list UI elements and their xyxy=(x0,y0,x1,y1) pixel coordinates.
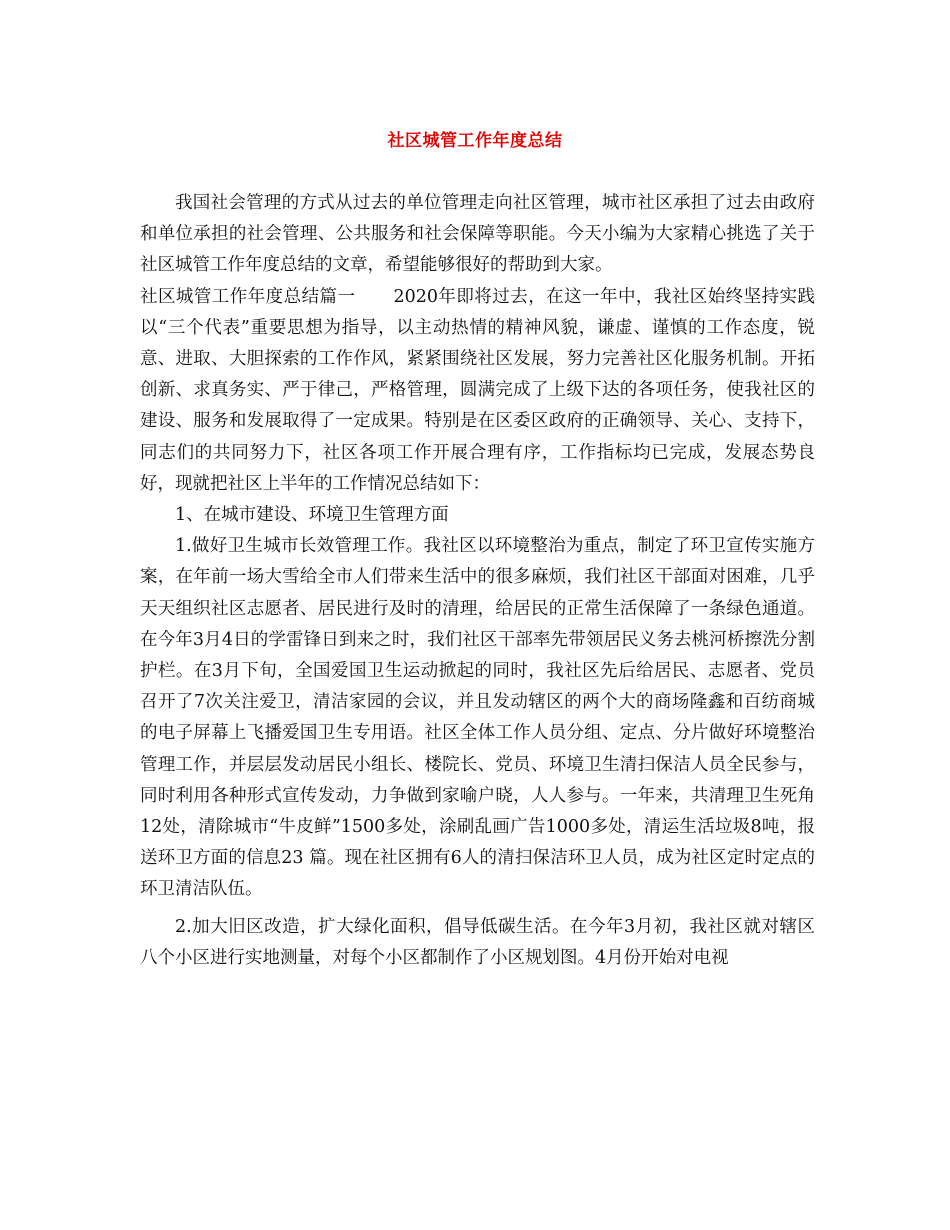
item-1-paragraph: 1.做好卫生城市长效管理工作。我社区以环境整治为重点，制定了环卫宣传实施方案，在年前一场大雪给全市人们带来生活中的很多麻烦，我们社区干部面对困难，几乎天天组织社区志愿者、居民进行及时的清理，给居民的正常生活保障了一条绿色通道。在今年3月4日的学雷锋日到来之时，我们社区干部率先带领居民义务去桃河桥擦洗分割护栏。在3月下旬，全国爱国卫生运动掀起的同时，我社区先后给居民、志愿者、党员召开了7次关注爱卫，清洁家园的会议，并且发动辖区的两个大的商场隆鑫和百纺商城的电子屏幕上飞播爱国卫生专用语。社区全体工作人员分组、定点、分片做好环境整治管理工作，并层层发动居民小组长、楼院长、党员、环境卫生清扫保洁人员全民参与，同时利用各种形式宣传发动，力争做到家喻户晓，人人参与。一年来，共清理卫生死角12处，清除城市“牛皮鲜”1500多处，涂刷乱画广告1000多处，清运生活垃圾8吨，报送环卫方面的信息23 篇。现在社区拥有6人的清扫保洁环卫人员，成为社区定时定点的环卫清洁队伍。 xyxy=(140,536,815,900)
document-title: 社区城管工作年度总结 xyxy=(387,131,563,151)
subheading-paragraph: 1、在城市建设、环境卫生管理方面 xyxy=(175,505,449,526)
item-2-paragraph: 2.加大旧区改造，扩大绿化面积，倡导低碳生活。在今年3月初，我社区就对辖区八个小区进行实地测量，对每个小区都制作了小区规划图。4月份开始对电视 xyxy=(140,916,815,968)
intro-paragraph: 我国社会管理的方式从过去的单位管理走向社区管理，城市社区承担了过去由政府和单位承担的社会管理、公共服务和社会保障等职能。今天小编为大家精心挑选了关于社区城管工作年度总结的文章，希望能够很好的帮助到大家。 xyxy=(140,193,815,276)
section-heading: 社区城管工作年度总结篇一 xyxy=(140,286,356,307)
section-paragraph xyxy=(140,282,815,500)
section-paragraph-text: 2020年即将过去，在这一年中，我社区始终坚持实践以“三个代表”重要思想为指导，以主动热情的精神风貌，谦虚、谨慎的工作态度，锐意、进取、大胆探索的工作作风，紧紧围绕社区发展，努力完善社区化服务机制。开拓创新、求真务实、严于律己，严格管理，圆满完成了上级下达的各项任务，使我社区的建设、服务和发展取得了一定成果。特别是在区委区政府的正确领导、关心、支持下，同志们的共同努力下，社区各项工作开展合理有序，工作指标均已完成，发展态势良好，现就把社区上半年的工作情况总结如下： xyxy=(140,286,815,494)
document-body xyxy=(140,188,815,974)
